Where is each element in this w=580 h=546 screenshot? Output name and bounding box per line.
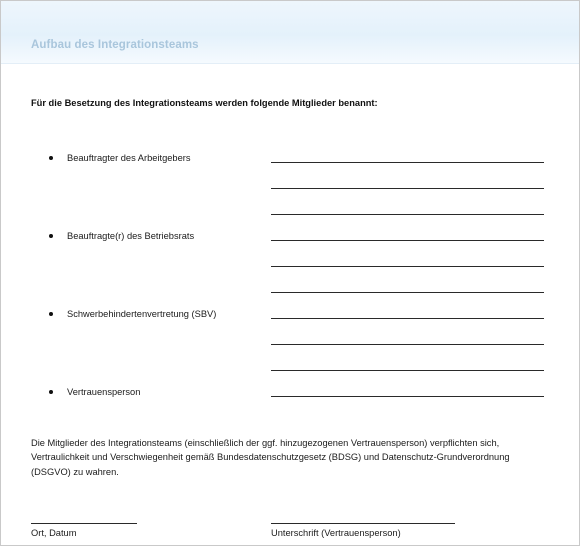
- signature-line[interactable]: [271, 523, 455, 524]
- confidentiality-paragraph: Die Mitglieder des Integrationsteams (einschließlich der ggf. hinzugezogenen Vertrauensperson) verpflichten sich, Vertraulichkeit und Verschwiegenheit gemäß Bundesdatenschutzgesetz (BDSG) und Datenschutz-Grundverordnung (DSGVO) zu wahren.: [31, 438, 510, 477]
- name-line[interactable]: [271, 396, 544, 397]
- bullet-icon: [49, 390, 53, 394]
- signature-label: Unterschrift (Vertrauensperson): [271, 528, 401, 538]
- place-date-label: Ort, Datum: [31, 528, 77, 538]
- name-line[interactable]: [271, 266, 544, 267]
- member-label-sbv: Schwerbehindertenvertretung (SBV): [67, 309, 217, 319]
- bullet-icon: [49, 234, 53, 238]
- name-line[interactable]: [271, 344, 544, 345]
- bullet-icon: [49, 156, 53, 160]
- name-line[interactable]: [271, 188, 544, 189]
- name-line[interactable]: [271, 214, 544, 215]
- intro-text: Für die Besetzung des Integrationsteams werden folgende Mitglieder benannt:: [31, 98, 378, 108]
- member-label-arbeitgeber: Beauftragter des Arbeitgebers: [67, 153, 191, 163]
- member-label-vertrauensperson: Vertrauensperson: [67, 387, 141, 397]
- name-line[interactable]: [271, 370, 544, 371]
- name-line[interactable]: [271, 318, 544, 319]
- bullet-icon: [49, 312, 53, 316]
- name-line[interactable]: [271, 240, 544, 241]
- name-line[interactable]: [271, 292, 544, 293]
- header-band: [1, 1, 579, 64]
- name-line[interactable]: [271, 162, 544, 163]
- section-title: Aufbau des Integrationsteams: [31, 39, 199, 51]
- place-date-line[interactable]: [31, 523, 137, 524]
- member-label-betriebsrat: Beauftragte(r) des Betriebsrats: [67, 231, 195, 241]
